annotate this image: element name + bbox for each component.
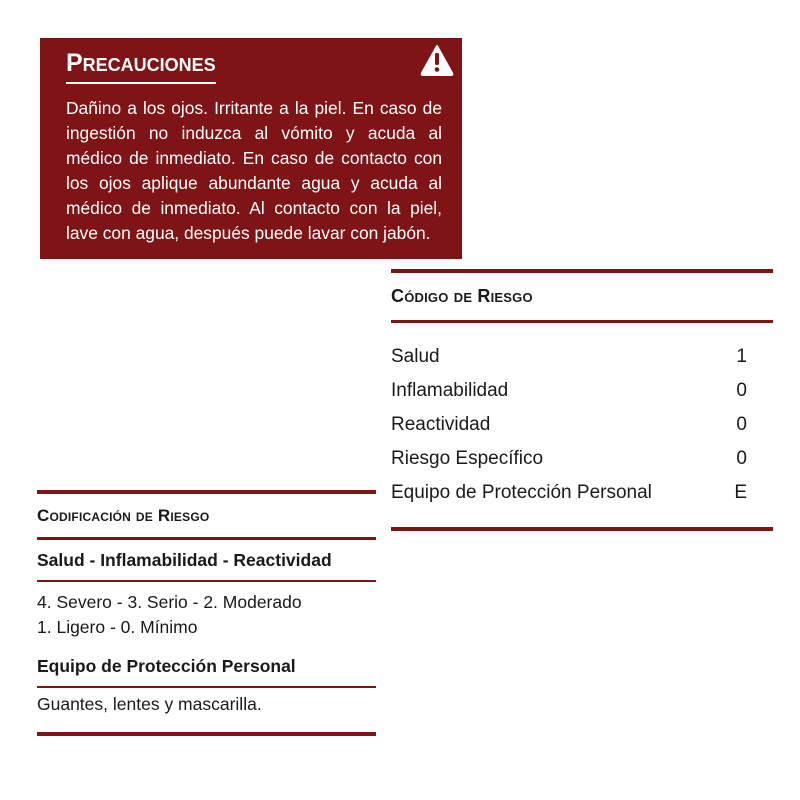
table-row <box>391 476 773 510</box>
row-value: 0 <box>736 448 747 469</box>
ppe-text: Guantes, lentes y mascarilla. <box>37 694 262 714</box>
table-row <box>391 442 773 476</box>
row-label: Salud <box>391 346 440 367</box>
row-label: Riesgo Específico <box>391 448 544 469</box>
row-label: Inflamabilidad <box>391 380 509 401</box>
table-row <box>391 374 773 408</box>
table-row <box>391 408 773 442</box>
row-label: Reactividad <box>391 414 491 435</box>
precautions-box <box>40 38 462 259</box>
ppe-heading: Equipo de Protección Personal <box>37 656 296 676</box>
row-value: E <box>734 482 747 503</box>
risk-coding-title: Codificación de Riesgo <box>37 505 210 525</box>
scale-line: 1. Ligero - 0. Mínimo <box>37 617 198 637</box>
scale-line: 4. Severo - 3. Serio - 2. Moderado <box>37 592 302 612</box>
scale-text <box>37 582 376 646</box>
row-value: 0 <box>736 380 747 401</box>
scale-heading: Salud - Inflamabilidad - Reactividad <box>37 550 332 570</box>
row-value: 0 <box>736 414 747 435</box>
divider <box>391 527 773 531</box>
risk-coding-table <box>37 490 376 736</box>
warning-icon <box>420 44 454 76</box>
table-row <box>391 340 773 374</box>
risk-code-table <box>391 269 773 531</box>
precautions-title: Precauciones <box>66 48 216 84</box>
risk-code-title: Código de Riesgo <box>391 286 533 306</box>
row-value: 1 <box>736 346 747 367</box>
risk-code-rows <box>391 323 773 510</box>
row-label: Equipo de Protección Personal <box>391 482 652 503</box>
precautions-text: Dañino a los ojos. Irritante a la piel. En caso de ingestión no induzca al vómito y acuda al médico de inmediato. En caso de contacto con los ojos aplique abundante agua y acuda al médico de inmediato. Al contacto con la piel, lave con agua, después puede lavar con jabón. <box>66 98 442 243</box>
divider <box>37 732 376 736</box>
